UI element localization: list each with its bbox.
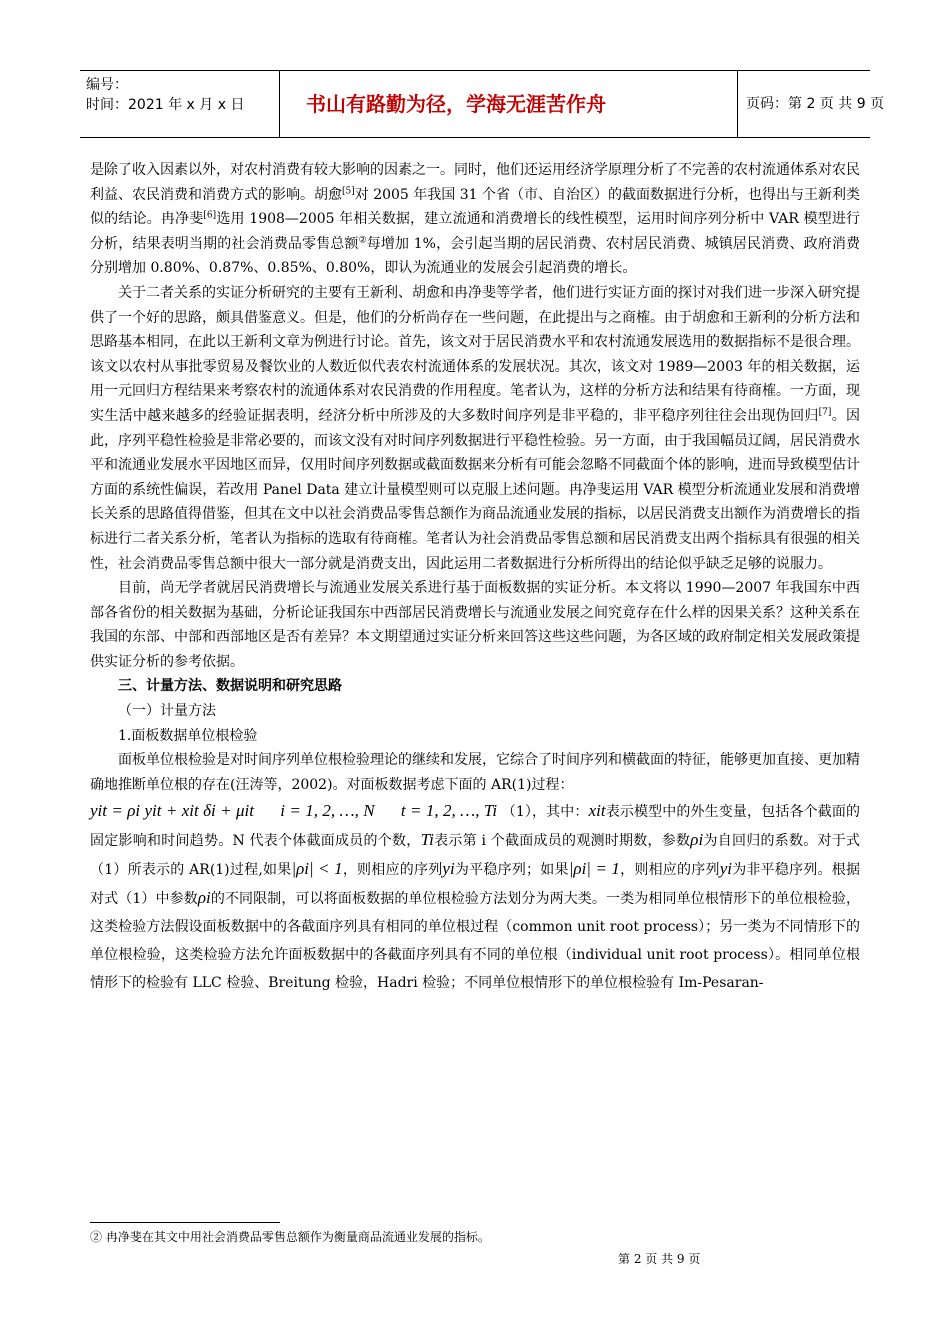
- footnote: ② 冉净斐在其文中用社会消费品零售总额作为衡量商品流通业发展的指标。: [90, 1230, 490, 1244]
- header-page-label: 页码：第 2 页 共 9 页: [746, 96, 885, 112]
- code-label: 编号：: [86, 77, 128, 93]
- subsection-heading-1: （一）计量方法: [118, 703, 216, 720]
- document-body: [90, 158, 860, 997]
- page-header: [80, 70, 885, 138]
- ref-6: [6]: [203, 210, 217, 221]
- condition-stationary: |ρi| < 1: [291, 859, 343, 879]
- symbol-T: Ti: [420, 830, 434, 850]
- paragraph-3: 目前，尚无学者就居民消费增长与流通业发展关系进行基于面板数据的实证分析。本文将以 1990—2007 年我国东中西部各省份的相关数据为基础，分析论证我国东中西部居民消费增长与流通业发展之间究竟存在什么样的因果关系？这种关系在我国的东部、中部和西部地区是否有差异？本文期望通过实证分析来回答这些这些问题，为各区域的政府制定相关发展政策提供实证分析的参考依据。: [90, 580, 860, 670]
- header-motto: 书山有路勤为径，学海无涯苦作舟: [280, 71, 738, 137]
- symbol-x: xit: [588, 801, 606, 821]
- paragraph-2: 关于二者关系的实证分析研究的主要有王新利、胡愈和冉净斐等学者，他们进行实证方面的探讨对我们进一步深入研究提供了一个好的思路，颇具借鉴意义。但是，他们的分析尚存在一些问题，在此提出与之商榷。由于胡愈和王新利的分析方法和思路基本相同，在此以王新利文章为例进行讨论。首先，该文对于居民消费水平和农村流通发展选用的数据指标不是很合理。该文以农村从事批零贸易及餐饮业的人数近似代表农村流通体系的发展状况。其次，该文对 1989—2003 年的相关数据，运用一元回归方程结果来考察农村的流通体系对农民消费的作用程度。笔者认为，这样的分析方法和结果有待商榷。一方面，现实生活中越来越多的经验证据表明，经济分析中所涉及的大多数时间序列是非平稳的，非平稳序列往往会出现伪回归[7]。因此，序列平稳性检验是非常必要的，而该文没有对时间序列数据进行平稳性检验。另一方面，由于我国幅员辽阔，居民消费水平和流通业发展水平因地区而异，仅用时间序列数据或截面数据来分析有可能会忽略不同截面个体的影响，进而导致模型估计方面的系统性偏误，若改用 Panel Data 建立计量模型则可以克服上述问题。冉净斐运用 VAR 模型分析流通业发展和消费增长关系的思路值得借鉴，但其在文中以社会消费品零售总额作为商品流通业发展的指标，以居民消费支出额作为消费增长的指标进行二者关系分析，笔者认为指标的选取有待商榷。笔者认为社会消费品零售总额和居民消费支出两个指标具有很强的相关性，社会消费品零售总额中很大一部分就是消费支出，因此运用二者数据进行分析所得出的结论似乎缺乏足够的说服力。: [90, 284, 860, 572]
- header-meta: [80, 71, 280, 137]
- symbol-rho: ρi: [690, 830, 704, 850]
- ref-7: [7]: [818, 407, 832, 418]
- footnote-mark: ②: [358, 235, 367, 246]
- condition-unit-root: |ρi| = 1: [568, 859, 620, 879]
- ref-5: [5]: [342, 185, 355, 196]
- paragraph-5: yit = ρi yit + xit δi + μit i = 1, 2, …, N t = 1, 2, …, Ti （1），其中：xit表示模型中的外生变量，包括各个截面的固定影响和时间趋势。N 代表个体截面成员的个数，Ti表示第 i 个截面成员的观测时期数，参数ρi为自回归的系数。对于式（1）所表示的 AR(1)过程,如果|ρi| < 1，则相应的序列yi为平稳序列；如果|ρi| = 1，则相应的序列yi为非平稳序列。根据对式（1）中参数ρi的不同限制，可以将面板数据的单位根检验方法划分为两大类。一类为相同单位根情形下的单位根检验，这类检验方法假设面板数据中的各截面序列具有相同的单位根过程（common unit root process）；另一类为不同情形下的单位根检验，这类检验方法允许面板数据中的各截面序列具有不同的单位根（individual unit root process）。相同单位根情形下的检验有 LLC 检验、Breitung 检验，Hadri 检验；不同单位根情形下的单位根检验有 Im-Pesaran-: [90, 801, 861, 992]
- date-label: 时间：2021 年 x 月 x 日: [86, 97, 245, 113]
- page-number: 第 2 页 共 9 页: [618, 1252, 701, 1266]
- footnote-divider: [90, 1222, 280, 1223]
- formula-ar1: yit = ρi yit + xit δi + μit i = 1, 2, …, N t = 1, 2, …, Ti: [90, 801, 498, 821]
- section-heading-3: 三、计量方法、数据说明和研究思路: [118, 678, 342, 695]
- symbol-rho-2: ρi: [197, 888, 211, 908]
- symbol-y-2: yi: [719, 859, 732, 879]
- paragraph-4: 面板单位根检验是对时间序列单位根检验理论的继续和发展，它综合了时间序列和横截面的特征，能够更加直接、更加精确地推断单位根的存在(汪涛等，2002)。对面板数据考虑下面的 AR(1)过程：: [90, 752, 860, 793]
- symbol-y: yi: [442, 859, 455, 879]
- subsection-heading-1-1: 1.面板数据单位根检验: [118, 727, 258, 744]
- paragraph-1: 是除了收入因素以外，对农村消费有较大影响的因素之一。同时，他们还运用经济学原理分析了不完善的农村流通体系对农民利益、农民消费和消费方式的影响。胡愈[5]对 2005 年我国 31 个省（市、自治区）的截面数据进行分析，也得出与王新利类似的结论。冉净斐[6]选用 1908—2005 年相关数据，建立流通和消费增长的线性模型，运用时间序列分析中 VAR 模型进行分析，结果表明当期的社会消费品零售总额②每增加 1%，会引起当期的居民消费、农村居民消费、城镇居民消费、政府消费分别增加 0.80%、0.87%、0.85%、0.80%，即认为流通业的发展会引起消费的增长。: [90, 162, 861, 277]
